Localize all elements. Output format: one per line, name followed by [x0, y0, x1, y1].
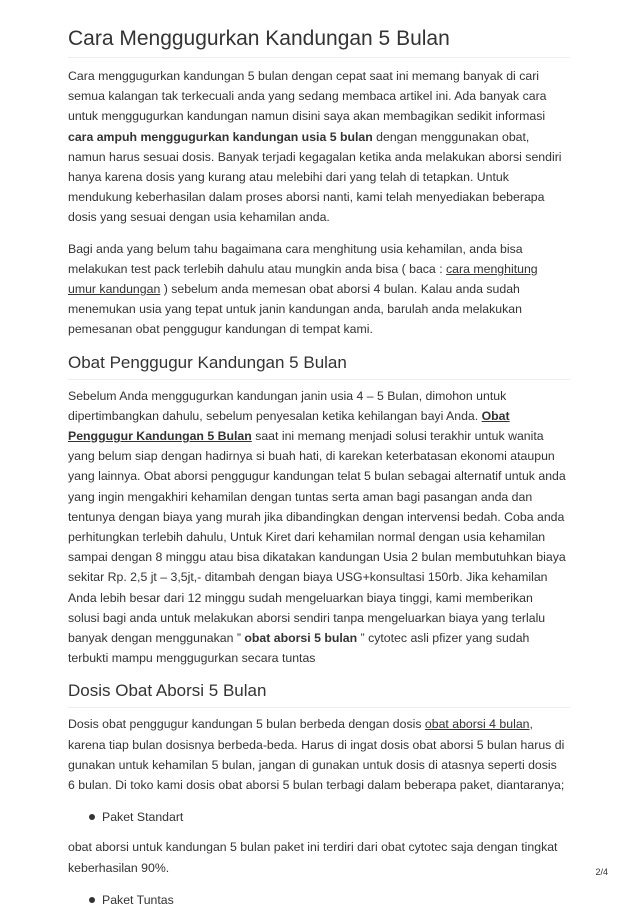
- intro-line: dosis yang sesuai dengan usia kehamilan anda.: [68, 210, 330, 225]
- link-obat-aborsi-4-bulan[interactable]: obat aborsi 4 bulan: [424, 717, 530, 732]
- section-heading-dosis: Dosis Obat Aborsi 5 Bulan: [68, 680, 570, 708]
- bold-phrase: cara ampuh menggugurkan kandungan usia 5 bulan: [68, 129, 373, 144]
- section2-line: gunakan untuk kehamilan 5 bulan, jangan di gunakan untuk dosis di atasnya seperti dosis: [68, 757, 557, 772]
- page-title: Cara Menggugurkan Kandungan 5 Bulan: [68, 26, 570, 58]
- section1-line: Penggugur Kandungan 5 Bulan saat ini memang menjadi solusi terakhir untuk wanita: [68, 429, 544, 444]
- section1-line: perhitungkan terlebih dahulu, Untuk Kiret dari kehamilan normal dengan usia kehamilan: [68, 530, 546, 545]
- para2-line: pemesanan obat penggugur kandungan di tempat kami.: [68, 322, 373, 337]
- section2-line: Dosis obat penggugur kandungan 5 bulan berbeda dengan dosis obat aborsi 4 bulan,: [68, 717, 533, 732]
- intro-line: untuk menggugurkan kandungan namun disini saya akan membagikan sedikit informasi: [68, 109, 546, 124]
- section-heading-obat: Obat Penggugur Kandungan 5 Bulan: [68, 352, 570, 380]
- section1-line: yang belum siap dengan hadirnya si buah hati, di karekan keterbatasan ekonomi ataupun: [68, 449, 555, 464]
- intro-line: mendukung keberhasilan dalam proses aborsi nanti, kami telah menyediakan beberapa: [68, 190, 545, 205]
- package-list: [68, 890, 568, 910]
- para2-line: menemukan usia yang tepat untuk janin kandungan anda, barulah anda melakukan: [68, 302, 522, 317]
- section1-line: sampai dengan 8 minggu atau bisa dikatakan kandungan Usia 2 bulan membutuhkan biaya: [68, 550, 566, 565]
- intro-line: namun harus sesuai dosis. Banyak terjadi kegagalan ketika anda melakukan aborsi sendiri: [68, 149, 562, 164]
- bold-phrase: obat aborsi 5 bulan: [244, 631, 358, 646]
- section1-paragraph: [68, 386, 568, 669]
- page-number: 2/4: [595, 867, 608, 877]
- package-description: [68, 837, 568, 877]
- intro-paragraph: [68, 66, 568, 228]
- section1-line: yang ingin mengakhiri kehamilan dengan tuntas serta aman bagi pasangan anda dan: [68, 489, 533, 504]
- section1-line: Anda lebih besar dari 12 minggu sudah mengeluarkan biaya tinggi, kami memberikan: [68, 590, 533, 605]
- para2-line: Bagi anda yang belum tahu bagaimana cara menghitung usia kehamilan, anda bisa: [68, 241, 523, 256]
- intro-line: Cara menggugurkan kandungan 5 bulan dengan cepat saat ini memang banyak di cari: [68, 69, 540, 83]
- section1-line: solusi bagi anda untuk melakukan aborsi sendiri tanpa mengeluarkan biaya yang terlalu: [68, 610, 546, 625]
- section2-line: karena tiap bulan dosisnya berbeda-beda. Harus di ingat dosis obat aborsi 5 bulan harus di: [68, 737, 565, 752]
- bullet-icon: [89, 814, 95, 820]
- link-penggugur-kandungan[interactable]: Penggugur Kandungan 5 Bulan: [68, 429, 252, 444]
- link-umur-kandungan[interactable]: umur kandungan: [68, 282, 161, 297]
- section2-line: 6 bulan. Di toko kami dosis obat aborsi 5 bulan terbagi dalam beberapa paket, diantaranya;: [68, 778, 565, 793]
- package-desc-line: keberhasilan 90%.: [68, 860, 170, 875]
- bullet-icon: [89, 897, 95, 903]
- section1-line: sekitar Rp. 2,5 jt – 3,5jt,- ditambah dengan biaya USG+konsultasi 150rb. Jika kehamilan: [68, 570, 548, 585]
- section1-line: Sebelum Anda menggugurkan kandungan janin usia 4 – 5 Bulan, dimohon untuk: [68, 388, 507, 403]
- section1-line: terbukti mampu menggugurkan secara tuntas: [68, 651, 316, 666]
- package-desc-line: obat aborsi untuk kandungan 5 bulan paket ini terdiri dari obat cytotec saja dengan tingkat: [68, 840, 558, 855]
- list-item: Paket Standart: [68, 807, 568, 827]
- section1-line: tentunya dengan biaya yang murah jika dibandingkan dengan intervensi bedah. Coba anda: [68, 509, 565, 524]
- list-item: Paket Tuntas: [68, 890, 568, 910]
- package-list: [68, 807, 568, 827]
- section2-paragraph: [68, 714, 568, 795]
- paragraph-2: [68, 239, 568, 340]
- link-cara-menghitung[interactable]: cara menghitung: [446, 261, 538, 276]
- para2-line: melakukan test pack terlebih dahulu atau mungkin anda bisa ( baca : cara menghitung: [68, 261, 538, 276]
- section1-line: dipertimbangkan dahulu, sebelum penyesalan ketika kehilangan bayi Anda. Obat: [68, 408, 510, 423]
- document-page: [68, 26, 568, 910]
- intro-line: semua kalangan tak terkecuali anda yang sedang membaca artikel ini. Ada banyak cara: [68, 89, 547, 104]
- section1-line: banyak dengan menggunakan ” obat aborsi 5 bulan ” cytotec asli pfizer yang sudah: [68, 631, 530, 646]
- intro-line: hanya karena dosis yang kurang atau melebihi dari yang telah di tetapkan. Untuk: [68, 170, 509, 185]
- intro-line: cara ampuh menggugurkan kandungan usia 5 bulan dengan menggunakan obat,: [68, 129, 530, 144]
- section1-line: yang lainnya. Obat aborsi penggugur kandungan telat 5 bulan sebagai alternatif untuk anda: [68, 469, 566, 484]
- link-obat[interactable]: Obat: [481, 408, 510, 423]
- para2-line: umur kandungan ) sebelum anda memesan obat aborsi 4 bulan. Kalau anda sudah: [68, 282, 520, 297]
